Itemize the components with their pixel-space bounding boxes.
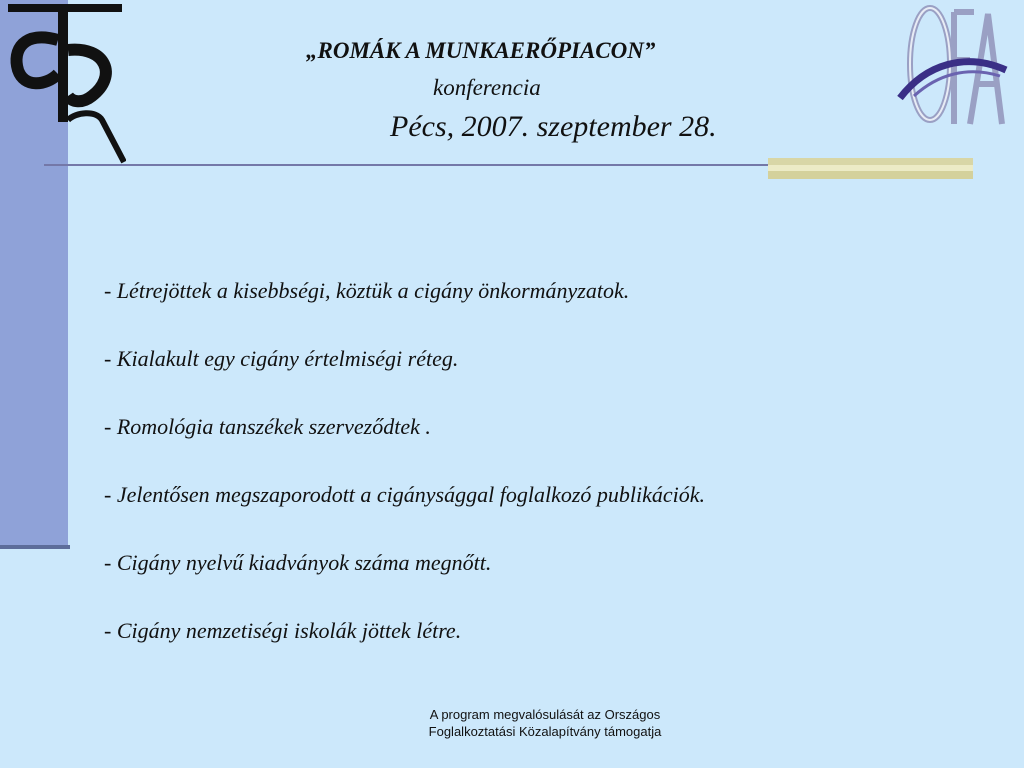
ofa-logo-icon	[896, 0, 1012, 130]
devanagari-ka-logo-icon	[6, 0, 126, 170]
list-item: - Romológia tanszékek szerveződtek .	[104, 414, 431, 439]
footer-line: A program megvalósulását az Országos	[429, 707, 661, 722]
list-item: - Jelentősen megszaporodott a cigánysággal foglalkozó publikációk.	[104, 482, 706, 507]
list-item: - Kialakult egy cigány értelmiségi réteg.	[104, 346, 459, 371]
footer-note	[380, 706, 710, 740]
page-subtitle: konferencia	[433, 75, 541, 100]
event-date: Pécs, 2007. szeptember 28.	[390, 110, 717, 143]
list-item: - Cigány nemzetiségi iskolák jöttek létre.	[104, 618, 462, 643]
footer-line: Foglalkoztatási Közalapítvány támogatja	[428, 724, 662, 739]
left-bar-shadow	[0, 545, 70, 549]
page-title: „ROMÁK A MUNKAERŐPIACON”	[306, 38, 656, 63]
list-item: - Létrejöttek a kisebbségi, köztük a cigány önkormányzatok.	[104, 278, 630, 303]
list-item: - Cigány nyelvű kiadványok száma megnőtt.	[104, 550, 492, 575]
header-accent-bar	[768, 158, 973, 179]
